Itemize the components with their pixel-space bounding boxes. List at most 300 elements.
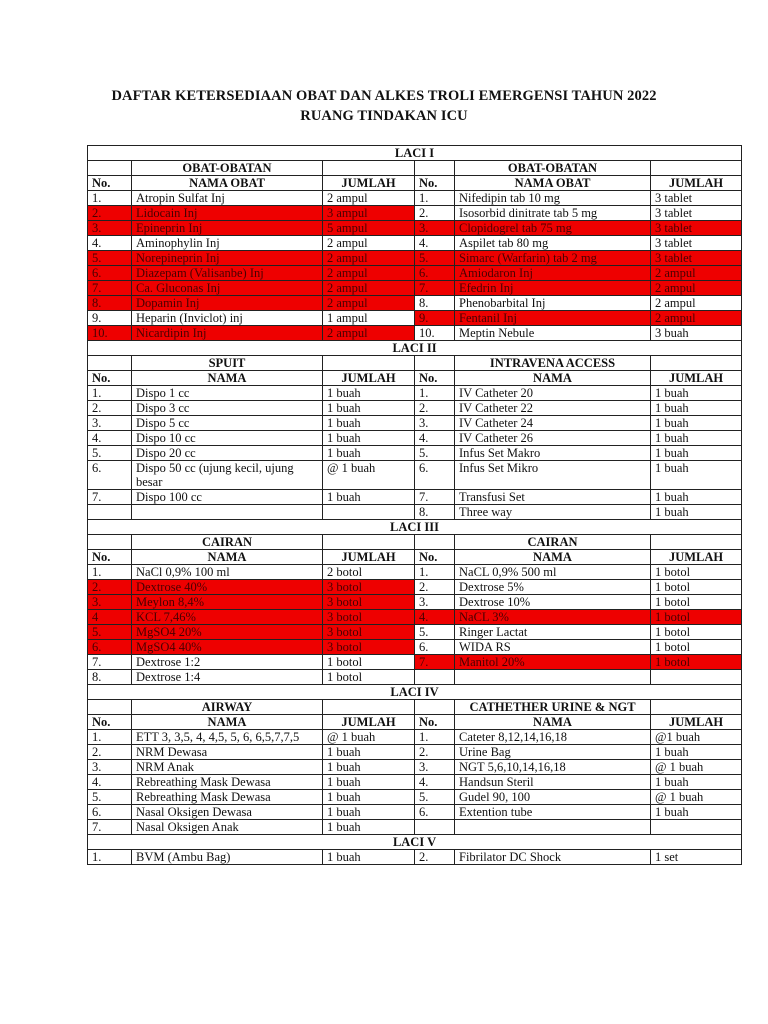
item-quantity: 2 botol (323, 565, 415, 580)
item-quantity: 1 buah (323, 490, 415, 505)
table-row (88, 461, 742, 490)
col-header-qty: JUMLAH (323, 176, 415, 191)
item-quantity: 2 ampul (323, 281, 415, 296)
item-number: 8. (88, 670, 132, 685)
item-number: 7. (88, 655, 132, 670)
group-spacer-left (88, 535, 132, 550)
item-quantity: @ 1 buah (323, 730, 415, 745)
column-header-row (88, 176, 742, 191)
document-subtitle: RUANG TINDAKAN ICU (300, 108, 468, 124)
item-quantity: @ 1 buah (651, 760, 742, 775)
item-quantity: 1 botol (651, 595, 742, 610)
item-number: 6. (415, 640, 455, 655)
table-row (88, 296, 742, 311)
group-spacer-right (415, 700, 455, 715)
item-number: 4. (415, 610, 455, 625)
table-row (88, 401, 742, 416)
group-title-left: SPUIT (132, 356, 323, 371)
item-name (455, 670, 651, 685)
item-name: Dispo 3 cc (132, 401, 323, 416)
item-quantity: 1 buah (651, 805, 742, 820)
item-quantity: 1 buah (323, 446, 415, 461)
item-quantity: 1 buah (651, 461, 742, 490)
item-name (132, 505, 323, 520)
item-quantity: 1 buah (323, 416, 415, 431)
item-name: IV Catheter 22 (455, 401, 651, 416)
item-number: 3. (415, 221, 455, 236)
item-name: Meylon 8,4% (132, 595, 323, 610)
item-name: IV Catheter 20 (455, 386, 651, 401)
col-header-no: No. (415, 176, 455, 191)
item-number: 2. (415, 580, 455, 595)
item-number: 1. (415, 565, 455, 580)
item-name: Cateter 8,12,14,16,18 (455, 730, 651, 745)
item-name: WIDA RS (455, 640, 651, 655)
table-row (88, 565, 742, 580)
section-title: LACI II (88, 341, 742, 356)
item-name: IV Catheter 26 (455, 431, 651, 446)
item-name: Lidocain Inj (132, 206, 323, 221)
group-title-row (88, 161, 742, 176)
item-number: 3. (88, 416, 132, 431)
item-name (455, 820, 651, 835)
item-name: KCL 7,46% (132, 610, 323, 625)
section-title: LACI I (88, 146, 742, 161)
table-row (88, 311, 742, 326)
col-header-no: No. (415, 371, 455, 386)
section-title: LACI IV (88, 685, 742, 700)
item-name: Phenobarbital Inj (455, 296, 651, 311)
item-number: 1. (88, 191, 132, 206)
item-name: Dextrose 1:2 (132, 655, 323, 670)
item-name: NaCl 0,9% 100 ml (132, 565, 323, 580)
table-row (88, 760, 742, 775)
item-number: 6. (88, 805, 132, 820)
table-row (88, 820, 742, 835)
item-quantity: 2 ampul (323, 326, 415, 341)
group-title-right: INTRAVENA ACCESS (455, 356, 651, 371)
section-title: LACI III (88, 520, 742, 535)
item-number: 1. (88, 730, 132, 745)
item-name: MgSO4 20% (132, 625, 323, 640)
col-header-qty: JUMLAH (651, 550, 742, 565)
item-number: 7. (415, 655, 455, 670)
item-quantity: 1 botol (651, 640, 742, 655)
group-spacer-left (88, 161, 132, 176)
item-quantity: 1 buah (323, 775, 415, 790)
item-name: Dopamin Inj (132, 296, 323, 311)
item-number: 1. (88, 850, 132, 865)
item-quantity: 1 botol (651, 565, 742, 580)
item-quantity: 2 ampul (323, 266, 415, 281)
item-number: 6. (88, 266, 132, 281)
item-name: Ca. Gluconas Inj (132, 281, 323, 296)
group-title-right: CAIRAN (455, 535, 651, 550)
item-quantity: 1 botol (323, 670, 415, 685)
table-row (88, 850, 742, 865)
table-row (88, 431, 742, 446)
item-name: Aminophylin Inj (132, 236, 323, 251)
item-name: Urine Bag (455, 745, 651, 760)
item-number: 2. (415, 850, 455, 865)
table-row (88, 640, 742, 655)
item-number: 2. (415, 401, 455, 416)
col-header-no: No. (88, 176, 132, 191)
item-number: 7. (415, 281, 455, 296)
col-header-name: NAMA OBAT (132, 176, 323, 191)
table-row (88, 386, 742, 401)
item-name: Extention tube (455, 805, 651, 820)
item-number: 7. (88, 281, 132, 296)
item-name: Dextrose 1:4 (132, 670, 323, 685)
item-number: 7. (88, 820, 132, 835)
item-quantity: @1 buah (651, 730, 742, 745)
item-quantity: 1 buah (651, 490, 742, 505)
item-number: 10. (88, 326, 132, 341)
table-row (88, 326, 742, 341)
group-spacer-right (415, 356, 455, 371)
item-quantity: 1 buah (323, 805, 415, 820)
table-row (88, 236, 742, 251)
table-row (88, 670, 742, 685)
col-header-no: No. (88, 371, 132, 386)
item-number: 3. (415, 595, 455, 610)
item-quantity: 3 botol (323, 610, 415, 625)
col-header-name: NAMA (132, 371, 323, 386)
item-name: NaCL 0,9% 500 ml (455, 565, 651, 580)
item-name: Nasal Oksigen Anak (132, 820, 323, 835)
group-title-row (88, 700, 742, 715)
item-name: Dispo 1 cc (132, 386, 323, 401)
group-spacer-left-qty (323, 356, 415, 371)
item-number (415, 820, 455, 835)
item-quantity: 2 ampul (323, 236, 415, 251)
item-quantity: 1 buah (323, 760, 415, 775)
table-row (88, 281, 742, 296)
item-name: Rebreathing Mask Dewasa (132, 790, 323, 805)
item-number: 3. (88, 760, 132, 775)
col-header-qty: JUMLAH (323, 715, 415, 730)
item-number: 5. (88, 625, 132, 640)
item-name: Ringer Lactat (455, 625, 651, 640)
item-quantity: 1 buah (323, 850, 415, 865)
item-quantity: 1 buah (323, 401, 415, 416)
item-name: Isosorbid dinitrate tab 5 mg (455, 206, 651, 221)
group-spacer-right-qty (651, 356, 742, 371)
item-number: 2. (415, 745, 455, 760)
item-name: NRM Anak (132, 760, 323, 775)
item-quantity: 2 ampul (323, 191, 415, 206)
item-name: Atropin Sulfat Inj (132, 191, 323, 206)
item-name: Diazepam (Valisanbe) Inj (132, 266, 323, 281)
col-header-qty: JUMLAH (651, 371, 742, 386)
group-spacer-right-qty (651, 700, 742, 715)
table-row (88, 191, 742, 206)
item-number: 2. (88, 401, 132, 416)
item-number: 8. (415, 296, 455, 311)
item-name: Aspilet tab 80 mg (455, 236, 651, 251)
item-quantity: 1 buah (323, 431, 415, 446)
item-quantity: 1 buah (651, 401, 742, 416)
item-name: Three way (455, 505, 651, 520)
item-quantity: 1 buah (323, 386, 415, 401)
item-quantity: 1 buah (651, 775, 742, 790)
item-name: Dextrose 40% (132, 580, 323, 595)
item-number: 6. (415, 266, 455, 281)
group-title-right: CATHETHER URINE & NGT (455, 700, 651, 715)
item-quantity: @ 1 buah (651, 790, 742, 805)
col-header-no: No. (415, 715, 455, 730)
item-number: 9. (415, 311, 455, 326)
item-quantity: 1 botol (651, 610, 742, 625)
item-name: Simarc (Warfarin) tab 2 mg (455, 251, 651, 266)
item-quantity: 3 tablet (651, 221, 742, 236)
col-header-no: No. (88, 715, 132, 730)
item-quantity: 1 buah (651, 745, 742, 760)
section-header-row (88, 835, 742, 850)
item-number: 2. (415, 206, 455, 221)
item-name: Heparin (Inviclot) inj (132, 311, 323, 326)
table-row (88, 730, 742, 745)
table-row (88, 206, 742, 221)
item-number: 1. (415, 386, 455, 401)
item-number: 7. (88, 490, 132, 505)
col-header-qty: JUMLAH (323, 550, 415, 565)
item-quantity: 3 botol (323, 625, 415, 640)
item-number: 5. (415, 446, 455, 461)
col-header-qty: JUMLAH (323, 371, 415, 386)
item-number (88, 505, 132, 520)
item-name: Dextrose 10% (455, 595, 651, 610)
item-quantity: 3 tablet (651, 251, 742, 266)
section-title: LACI V (88, 835, 742, 850)
item-quantity: 1 botol (323, 655, 415, 670)
section-header-row (88, 341, 742, 356)
item-quantity (651, 820, 742, 835)
item-name: Norepineprin Inj (132, 251, 323, 266)
item-number: 4. (415, 775, 455, 790)
item-name: Amiodaron Inj (455, 266, 651, 281)
table-row (88, 595, 742, 610)
column-header-row (88, 371, 742, 386)
item-name: Dispo 20 cc (132, 446, 323, 461)
table-row (88, 805, 742, 820)
group-spacer-left-qty (323, 535, 415, 550)
item-name: Transfusi Set (455, 490, 651, 505)
item-number: 2. (88, 206, 132, 221)
item-quantity: 1 buah (323, 745, 415, 760)
col-header-qty: JUMLAH (651, 176, 742, 191)
item-number: 9. (88, 311, 132, 326)
table-row (88, 790, 742, 805)
section-header-row (88, 685, 742, 700)
table-row (88, 625, 742, 640)
item-quantity: 1 buah (651, 416, 742, 431)
item-name: NaCL 3% (455, 610, 651, 625)
item-quantity: 1 buah (323, 790, 415, 805)
item-name: Gudel 90, 100 (455, 790, 651, 805)
item-number: 10. (415, 326, 455, 341)
item-name: Manitol 20% (455, 655, 651, 670)
item-quantity: 3 botol (323, 640, 415, 655)
item-number: 4. (88, 775, 132, 790)
col-header-name: NAMA (455, 371, 651, 386)
table-row (88, 580, 742, 595)
item-number: 3. (88, 221, 132, 236)
item-quantity: 2 ampul (651, 281, 742, 296)
item-number: 5. (415, 790, 455, 805)
item-name: Fentanil Inj (455, 311, 651, 326)
item-name: Dispo 10 cc (132, 431, 323, 446)
table-row (88, 610, 742, 625)
table-row (88, 745, 742, 760)
item-quantity: 2 ampul (323, 251, 415, 266)
item-quantity: 3 tablet (651, 191, 742, 206)
table-row (88, 775, 742, 790)
col-header-name: NAMA (455, 550, 651, 565)
col-header-qty: JUMLAH (651, 715, 742, 730)
item-number: 6. (415, 805, 455, 820)
item-name: Dextrose 5% (455, 580, 651, 595)
item-number: 2. (88, 580, 132, 595)
section-header-row (88, 520, 742, 535)
item-number: 6. (415, 461, 455, 490)
item-name: NGT 5,6,10,14,16,18 (455, 760, 651, 775)
column-header-row (88, 550, 742, 565)
group-spacer-left (88, 356, 132, 371)
item-number: 1. (415, 730, 455, 745)
item-quantity: 1 botol (651, 580, 742, 595)
item-number: 7. (415, 490, 455, 505)
col-header-no: No. (88, 550, 132, 565)
item-name: Epineprin Inj (132, 221, 323, 236)
item-number: 4. (88, 431, 132, 446)
item-quantity: 1 set (651, 850, 742, 865)
item-name: Dispo 5 cc (132, 416, 323, 431)
item-number: 4 (88, 610, 132, 625)
group-title-row (88, 535, 742, 550)
item-name: IV Catheter 24 (455, 416, 651, 431)
item-name: Meptin Nebule (455, 326, 651, 341)
item-number: 3. (415, 760, 455, 775)
item-number: 4. (415, 236, 455, 251)
item-name: ETT 3, 3,5, 4, 4,5, 5, 6, 6,5,7,7,5 (132, 730, 323, 745)
item-quantity: 2 ampul (323, 296, 415, 311)
col-header-name: NAMA (455, 715, 651, 730)
item-number: 5. (415, 625, 455, 640)
group-title-row (88, 356, 742, 371)
table-row (88, 505, 742, 520)
group-spacer-left-qty (323, 161, 415, 176)
item-quantity: 3 botol (323, 595, 415, 610)
item-quantity: 3 tablet (651, 206, 742, 221)
item-quantity: 1 buah (651, 505, 742, 520)
item-number: 5. (415, 251, 455, 266)
group-title-left: AIRWAY (132, 700, 323, 715)
document-title: DAFTAR KETERSEDIAAN OBAT DAN ALKES TROLI EMERGENSI TAHUN 2022 (111, 88, 657, 104)
item-number: 5. (88, 446, 132, 461)
col-header-no: No. (415, 550, 455, 565)
item-quantity: 3 buah (651, 326, 742, 341)
item-quantity: 3 ampul (323, 206, 415, 221)
table-row (88, 446, 742, 461)
item-quantity: 1 ampul (323, 311, 415, 326)
item-name: BVM (Ambu Bag) (132, 850, 323, 865)
item-name: Dispo 100 cc (132, 490, 323, 505)
item-quantity: 1 botol (651, 625, 742, 640)
group-spacer-right-qty (651, 161, 742, 176)
item-number: 8. (88, 296, 132, 311)
item-name: Nifedipin tab 10 mg (455, 191, 651, 206)
group-title-right: OBAT-OBATAN (455, 161, 651, 176)
group-title-left: OBAT-OBATAN (132, 161, 323, 176)
group-spacer-left-qty (323, 700, 415, 715)
item-quantity: 3 botol (323, 580, 415, 595)
table-row (88, 251, 742, 266)
item-quantity: 1 buah (651, 446, 742, 461)
inventory-table (87, 145, 742, 865)
col-header-name: NAMA (132, 550, 323, 565)
item-name: Efedrin Inj (455, 281, 651, 296)
item-number: 5. (88, 251, 132, 266)
item-quantity: 3 tablet (651, 236, 742, 251)
item-number: 3. (88, 595, 132, 610)
item-name: Nasal Oksigen Dewasa (132, 805, 323, 820)
table-row (88, 490, 742, 505)
item-number: 2. (88, 745, 132, 760)
item-quantity: 1 buah (651, 431, 742, 446)
item-number (415, 670, 455, 685)
item-name: Rebreathing Mask Dewasa (132, 775, 323, 790)
item-name: MgSO4 40% (132, 640, 323, 655)
item-quantity: 2 ampul (651, 296, 742, 311)
item-quantity: 2 ampul (651, 266, 742, 281)
group-spacer-right (415, 535, 455, 550)
item-number: 4. (415, 431, 455, 446)
group-spacer-right-qty (651, 535, 742, 550)
item-name: Clopidogrel tab 75 mg (455, 221, 651, 236)
item-quantity (323, 505, 415, 520)
item-quantity: 1 buah (651, 386, 742, 401)
group-title-left: CAIRAN (132, 535, 323, 550)
col-header-name: NAMA (132, 715, 323, 730)
item-number: 3. (415, 416, 455, 431)
col-header-name: NAMA OBAT (455, 176, 651, 191)
item-number: 6. (88, 640, 132, 655)
item-number: 5. (88, 790, 132, 805)
group-spacer-right (415, 161, 455, 176)
item-number: 1. (88, 565, 132, 580)
item-quantity (651, 670, 742, 685)
item-name: Handsun Steril (455, 775, 651, 790)
table-row (88, 266, 742, 281)
item-quantity: @ 1 buah (323, 461, 415, 490)
table-row (88, 221, 742, 236)
table-row (88, 416, 742, 431)
item-number: 8. (415, 505, 455, 520)
item-number: 4. (88, 236, 132, 251)
table-row (88, 655, 742, 670)
item-name: Infus Set Makro (455, 446, 651, 461)
item-name: Dispo 50 cc (ujung kecil, ujung besar (132, 461, 323, 490)
item-name: Fibrilator DC Shock (455, 850, 651, 865)
item-number: 1. (88, 386, 132, 401)
group-spacer-left (88, 700, 132, 715)
item-name: Infus Set Mikro (455, 461, 651, 490)
column-header-row (88, 715, 742, 730)
item-number: 6. (88, 461, 132, 490)
item-number: 1. (415, 191, 455, 206)
